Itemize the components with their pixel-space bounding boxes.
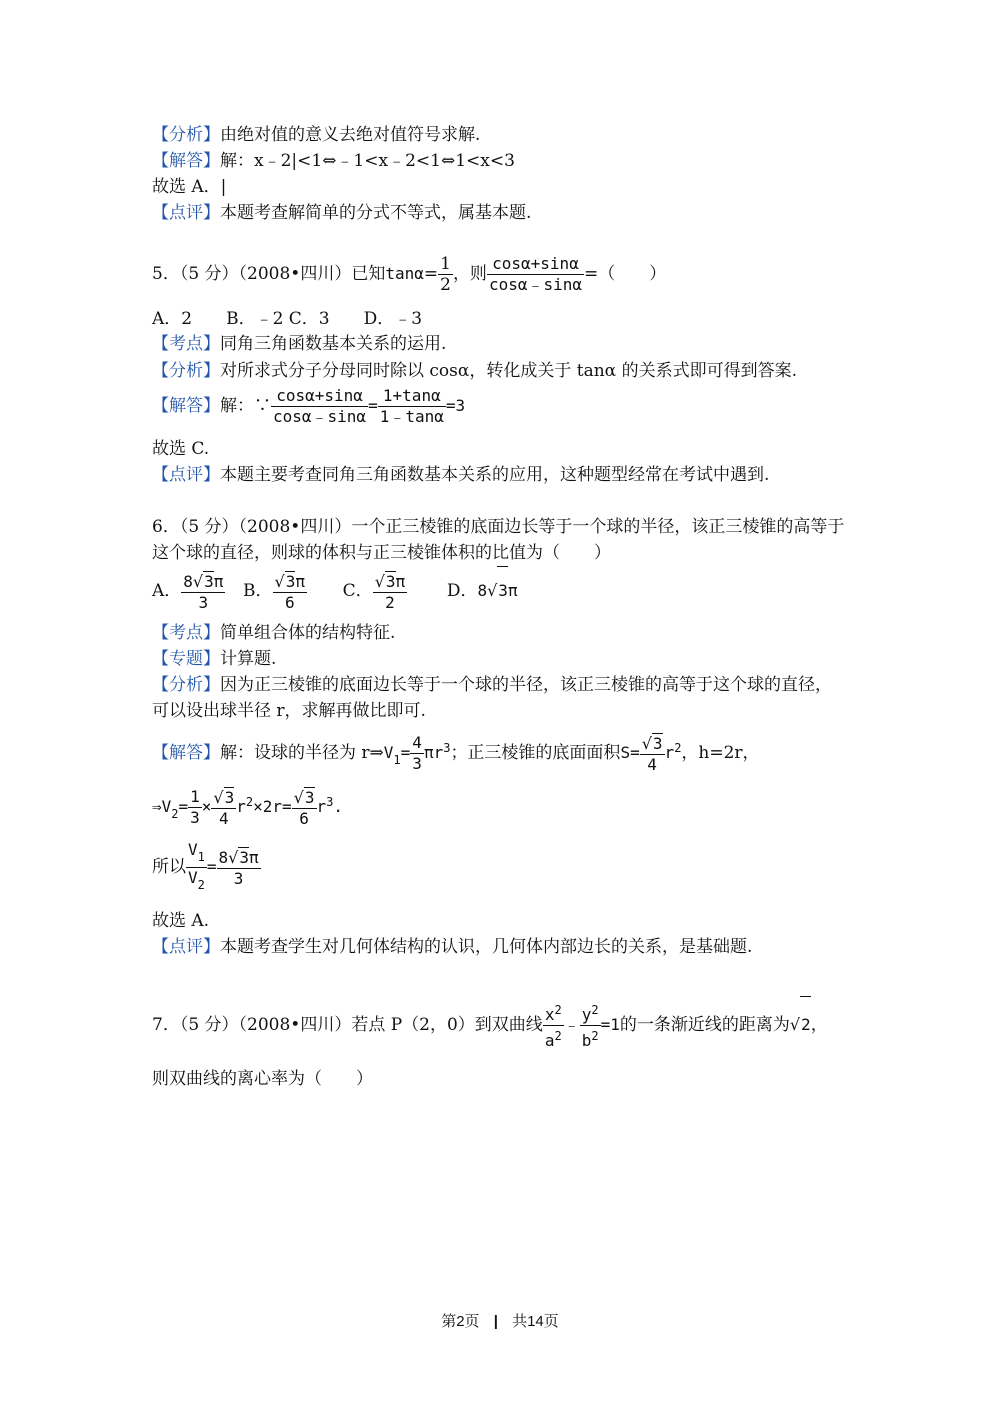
solution-prefix: 解：∵ bbox=[220, 396, 271, 416]
q6-opt-c bbox=[373, 571, 407, 613]
q5-j-num: cosα+sinα bbox=[271, 386, 368, 407]
q5-comment bbox=[152, 464, 769, 486]
comment-text: 本题考查解简单的分式不等式，属基本题. bbox=[220, 203, 532, 223]
q6-opt-a-num: 8√3π bbox=[183, 571, 224, 591]
q5-eq: = bbox=[423, 264, 439, 284]
point-tag: 【考点】 bbox=[152, 334, 220, 354]
q4-comment bbox=[152, 202, 531, 224]
q6-v2-line: $\Rightarrow V_2=$ $\frac{1}{3}$ × $\frac{√3}{4}$ $r^2\times 2r=$ $\frac{√3}{6}$ $r^3$. bbox=[152, 787, 344, 828]
q5-half-den: 2 bbox=[440, 275, 451, 295]
q5-half bbox=[438, 254, 453, 295]
q6-opt-a-den: 3 bbox=[198, 592, 209, 612]
page-number: 第2页 bbox=[441, 1313, 480, 1330]
q6-opt-b-label: B． bbox=[243, 581, 273, 601]
q5-stem-mid: ，则 bbox=[452, 264, 487, 284]
q5-stem-end: =（ ） bbox=[584, 264, 667, 284]
analysis-text: 因为正三棱锥的底面边长等于一个球的半径，该正三棱锥的高等于这个球的直径， bbox=[220, 675, 832, 695]
q6-choice: 故选 A. bbox=[152, 911, 210, 931]
footer-separator: | bbox=[493, 1313, 498, 1330]
solution-end: ，h=2r， bbox=[681, 743, 760, 763]
q5-tan: tanα bbox=[385, 264, 424, 283]
q7-stem-end: ， bbox=[810, 1015, 828, 1035]
q6-topic bbox=[152, 648, 276, 670]
q5-sol-end: =3 bbox=[445, 396, 466, 415]
q6-stem-line1: 6．（5 分）（2008•四川）一个正三棱锥的底面边长等于一个球的半径，该正三棱锥的高等于 bbox=[152, 517, 845, 537]
solution-mid: ；正三棱锥的底面面积 bbox=[450, 743, 621, 763]
analysis-text: 由绝对值的意义去绝对值符号求解. bbox=[220, 125, 481, 145]
q7-sqrt2: √2 bbox=[790, 1015, 811, 1034]
page-footer bbox=[0, 1310, 1000, 1331]
q4-solution bbox=[152, 150, 515, 172]
q5-options: A．2 B．﹣2 C．3 D．﹣3 bbox=[152, 309, 423, 329]
solution-prefix: 解：设球的半径为 r⇒ bbox=[220, 743, 384, 763]
topic-text: 计算题. bbox=[220, 649, 277, 669]
analysis-tag: 【分析】 bbox=[152, 361, 220, 381]
q4-choice: 故选 A．| bbox=[152, 177, 227, 197]
q6-solution bbox=[152, 724, 760, 784]
q5-stem-prefix: 5．（5 分）（2008•四川）已知 bbox=[152, 264, 386, 284]
solution-tag: 【解答】 bbox=[152, 151, 220, 171]
q6-opt-c-num: √3π bbox=[374, 571, 406, 591]
q6-opt-c-label: C． bbox=[342, 581, 373, 601]
topic-tag: 【专题】 bbox=[152, 649, 220, 669]
comment-text: 本题考查学生对几何体结构的认识，几何体内部边长的关系，是基础题. bbox=[220, 937, 753, 957]
q6-ratio-line bbox=[152, 840, 261, 895]
q6-comment bbox=[152, 936, 752, 958]
q6-opt-b bbox=[273, 571, 307, 613]
q6-options bbox=[152, 566, 518, 615]
comment-tag: 【点评】 bbox=[152, 203, 220, 223]
q5-j2-den: 1﹣tanα bbox=[379, 407, 444, 426]
comment-text: 本题主要考查同角三角函数基本关系的应用，这种题型经常在考试中遇到. bbox=[220, 465, 770, 485]
comment-tag: 【点评】 bbox=[152, 465, 220, 485]
q5-point bbox=[152, 333, 446, 355]
q6-opt-d: 8√3π bbox=[477, 581, 517, 600]
q6-opt-a bbox=[181, 571, 225, 613]
point-text: 简单组合体的结构特征. bbox=[220, 623, 396, 643]
q5-fraction bbox=[487, 254, 584, 295]
q6-stem-line2: 这个球的直径，则球的体积与正三棱锥体积的比值为（ ） bbox=[152, 543, 611, 563]
point-tag: 【考点】 bbox=[152, 623, 220, 643]
q6-opt-d-label: D． bbox=[446, 581, 478, 601]
q6-area: S= $\frac{√3}{4}$ $r^2$ bbox=[620, 733, 682, 774]
q5-half-num: 1 bbox=[440, 254, 451, 274]
q5-stem bbox=[152, 252, 666, 296]
q5-solution bbox=[152, 384, 465, 428]
q7-stem-mid: 的一条渐近线的距离为 bbox=[619, 1015, 790, 1035]
solution-tag: 【解答】 bbox=[152, 743, 220, 763]
q6-ratio: $\frac{V_1}{V_2}$ = $\frac{8√3\pi}{3}$ bbox=[188, 840, 259, 892]
comment-tag: 【点评】 bbox=[152, 937, 220, 957]
q5-f-den: cosα﹣sinα bbox=[488, 275, 583, 294]
analysis-tag: 【分析】 bbox=[152, 125, 220, 145]
q7-hyperbola: $\frac{x^2}{a^2}$ ﹣ $\frac{y^2}{b^2}$ =1 bbox=[543, 1015, 620, 1034]
page-total: 共14页 bbox=[512, 1313, 559, 1330]
q5-analysis bbox=[152, 360, 797, 382]
q5-sol-fraction2 bbox=[378, 386, 446, 427]
q4-analysis bbox=[152, 124, 480, 146]
q5-j-den: cosα﹣sinα bbox=[273, 407, 367, 426]
suoyi-text: 所以 bbox=[152, 857, 186, 877]
q6-analysis bbox=[152, 674, 832, 696]
solution-tag: 【解答】 bbox=[152, 396, 220, 416]
q6-opt-c-den: 2 bbox=[385, 592, 395, 612]
q6-point bbox=[152, 622, 395, 644]
q5-j2-num: 1+tanα bbox=[378, 386, 446, 407]
solution-text: 解：x﹣2|<1⇔﹣1<x﹣2<1⇔1<x<3 bbox=[220, 151, 515, 171]
q5-sol-fraction bbox=[271, 386, 368, 427]
q6-opt-b-num: √3π bbox=[274, 571, 306, 591]
q7-stem-line2: 则双曲线的离心率为（ ） bbox=[152, 1069, 373, 1089]
analysis-tag: 【分析】 bbox=[152, 675, 220, 695]
q5-choice: 故选 C. bbox=[152, 439, 210, 459]
q5-sol-eq: = bbox=[368, 396, 378, 415]
q5-f-num: cosα+sinα bbox=[487, 254, 584, 275]
point-text: 同角三角函数基本关系的运用. bbox=[220, 334, 447, 354]
q7-stem-prefix: 7．（5 分）（2008•四川）若点 P（2，0）到双曲线 bbox=[152, 1015, 543, 1035]
q6-opt-a-label: A． bbox=[152, 581, 182, 601]
q7-stem bbox=[152, 996, 828, 1053]
q6-v1: $V_1=$ $\frac{4}{3}$ $\pi r^3$ bbox=[383, 733, 451, 773]
q6-opt-b-den: 6 bbox=[284, 592, 295, 612]
q6-analysis-line2: 可以设出球半径 r，求解再做比即可. bbox=[152, 701, 426, 721]
analysis-text: 对所求式分子分母同时除以 cosα，转化成关于 tanα 的关系式即可得到答案. bbox=[220, 361, 797, 381]
